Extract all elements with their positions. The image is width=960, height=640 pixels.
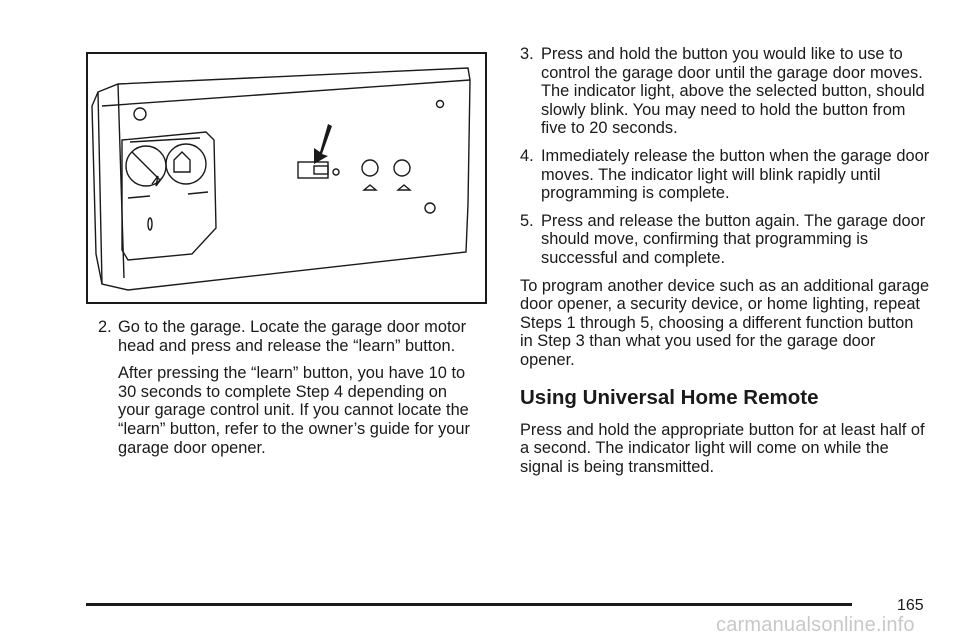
indicator-icon-2 (362, 160, 378, 176)
panel-outline (92, 68, 470, 290)
step-text: Immediately release the button when the garage door moves. The indicator light will blink rapidly until programming is complete. (541, 146, 930, 203)
step-text: Press and hold the button you would like to use to control the garage door until the garage door moves. The indicator light, above the selected button, should slowly blink. You may need to hold the button from five to 20 seconds. (541, 45, 925, 138)
step-followup: After pressing the “learn” button, you have 10 to 30 seconds to complete Step 4 depending on your garage control unit. If you cannot locate the “learn” button, refer to the owner’s guide for your garage door opener. (118, 364, 470, 457)
using-remote-paragraph: Press and hold the appropriate button for at least half of a second. The indicator light will come on while the signal is being transmitted. (520, 420, 925, 476)
step-number: 5. (520, 211, 534, 230)
remote-panel-illustration (86, 52, 487, 304)
step-text: Go to the garage. Locate the garage door motor head and press and release the “learn” button. (118, 318, 467, 355)
pointer-arrow (314, 124, 332, 164)
step-5 (520, 212, 930, 268)
step-number: 4. (520, 146, 534, 165)
step-2 (98, 318, 478, 457)
step-4 (520, 147, 930, 203)
step-text: Press and release the button again. The garage door should move, confirming that programming is successful and complete. (541, 211, 926, 267)
step-number: 2. (98, 318, 112, 336)
panel-line-drawing (88, 54, 485, 302)
indicator-icon-3 (394, 160, 410, 176)
footer-rule (86, 603, 852, 606)
watermark: carmanualsonline.info (716, 614, 915, 636)
left-column (98, 318, 478, 466)
other-device-paragraph: To program another device such as an additional garage door opener, a security device, or home lighting, repeat Steps 1 through 5, choosing a different function button in Step 3 than what you used for the garage door opener. (520, 276, 930, 369)
step-number: 3. (520, 45, 534, 63)
garage-symbol-icon (166, 144, 206, 184)
screw-icon (134, 108, 146, 120)
button-1 (298, 162, 328, 178)
step-3 (520, 45, 930, 138)
page-number: 165 (897, 597, 924, 614)
right-column (520, 45, 930, 485)
section-heading: Using Universal Home Remote (520, 385, 819, 409)
